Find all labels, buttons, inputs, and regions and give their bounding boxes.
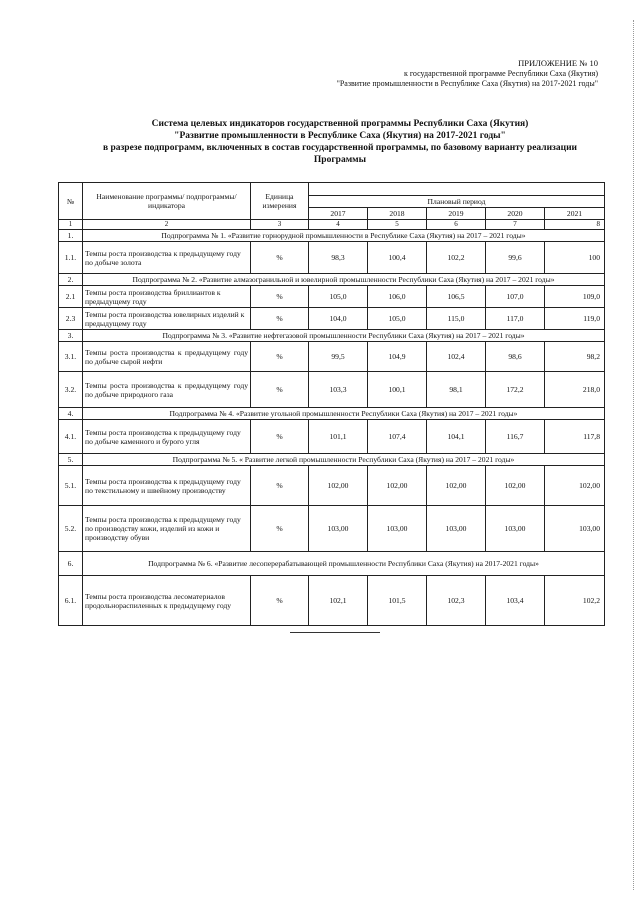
value-2021: 109,0 (545, 286, 605, 308)
indicator-row (59, 466, 605, 506)
indicator-name: Темпы роста производства ювелирных изделий к предыдущему году (83, 308, 251, 330)
value-2018: 106,0 (368, 286, 427, 308)
title-line-1: Система целевых индикаторов государственной программы Республики Саха (Якутия) (151, 119, 529, 129)
indicator-num: 6.1. (59, 576, 83, 626)
value-2019: 98,1 (427, 372, 486, 408)
value-2021: 100 (545, 242, 605, 274)
indicator-unit: % (251, 308, 309, 330)
value-2018: 103,00 (368, 506, 427, 552)
document-title (70, 118, 610, 166)
subprogram-title: Подпрограмма № 6. «Развитие лесоперерабатывающей промышленности Республики Саха (Якутия) на 2017-2021 годы» (83, 552, 605, 576)
indicator-row (59, 420, 605, 454)
indicator-unit: % (251, 420, 309, 454)
closing-line (290, 632, 380, 633)
indicator-num: 3.1. (59, 342, 83, 372)
value-2020: 102,00 (486, 466, 545, 506)
indicator-num: 1.1. (59, 242, 83, 274)
value-2020: 116,7 (486, 420, 545, 454)
indicator-num: 2.3 (59, 308, 83, 330)
indicator-row (59, 286, 605, 308)
value-2017: 99,5 (309, 342, 368, 372)
title-line-3: в разрезе подпрограмм, включенных в состав государственной программы, по базовому варианту реализации (102, 143, 578, 153)
subprogram-num: 2. (59, 274, 83, 286)
value-2018: 105,0 (368, 308, 427, 330)
appendix-header (298, 58, 598, 90)
indicator-num: 2.1 (59, 286, 83, 308)
value-2018: 104,9 (368, 342, 427, 372)
title-line-4: Программы (313, 155, 367, 165)
indicator-unit: % (251, 576, 309, 626)
column-number: 7 (486, 220, 545, 230)
subprogram-row (59, 274, 605, 286)
header-year: 2019 (427, 208, 486, 220)
subprogram-row (59, 330, 605, 342)
subprogram-num: 5. (59, 454, 83, 466)
value-2021: 119,0 (545, 308, 605, 330)
indicator-row (59, 576, 605, 626)
subprogram-title: Подпрограмма № 3. «Развитие нефтегазовой промышленности Республики Саха (Якутия) на 2017 – 2021 годы» (83, 330, 605, 342)
value-2019: 102,3 (427, 576, 486, 626)
value-2020: 99,6 (486, 242, 545, 274)
value-2021: 103,00 (545, 506, 605, 552)
value-2019: 115,0 (427, 308, 486, 330)
indicator-name: Темпы роста производства к предыдущему году по производству кожи, изделий из кожи и производству обуви (83, 506, 251, 552)
indicator-row (59, 242, 605, 274)
subprogram-row (59, 408, 605, 420)
indicator-num: 5.2. (59, 506, 83, 552)
value-2021: 102,00 (545, 466, 605, 506)
value-2019: 106,5 (427, 286, 486, 308)
indicator-num: 5.1. (59, 466, 83, 506)
column-number: 6 (427, 220, 486, 230)
value-2020: 103,4 (486, 576, 545, 626)
title-line-2: "Развитие промышленности в Республике Саха (Якутия) на 2017-2021 годы" (174, 131, 506, 141)
indicator-unit: % (251, 242, 309, 274)
value-2018: 101,5 (368, 576, 427, 626)
header-unit: Единица измерения (251, 183, 309, 220)
subprogram-title: Подпрограмма № 1. «Развитие горнорудной промышленности в Республике Саха (Якутия) на 2017 – 2021 годы» (83, 230, 605, 242)
indicator-num: 4.1. (59, 420, 83, 454)
value-2017: 103,3 (309, 372, 368, 408)
value-2019: 102,00 (427, 466, 486, 506)
value-2018: 100,4 (368, 242, 427, 274)
value-2018: 102,00 (368, 466, 427, 506)
value-2019: 104,1 (427, 420, 486, 454)
indicator-name: Темпы роста производства к предыдущему году по добыче природного газа (83, 372, 251, 408)
column-number: 5 (368, 220, 427, 230)
value-2019: 103,00 (427, 506, 486, 552)
header-year: 2021 (545, 208, 605, 220)
value-2018: 107,4 (368, 420, 427, 454)
indicator-name: Темпы роста производства бриллиантов к предыдущему году (83, 286, 251, 308)
indicator-name: Темпы роста производства лесоматериалов продольнораспиленных к предыдущему году (83, 576, 251, 626)
value-2020: 107,0 (486, 286, 545, 308)
indicator-row (59, 308, 605, 330)
indicator-row (59, 372, 605, 408)
indicator-num: 3.2. (59, 372, 83, 408)
subprogram-num: 6. (59, 552, 83, 576)
value-2018: 100,1 (368, 372, 427, 408)
indicator-row (59, 506, 605, 552)
indicator-name: Темпы роста производства к предыдущему году по текстильному и швейному производству (83, 466, 251, 506)
value-2017: 104,0 (309, 308, 368, 330)
header-blank (309, 183, 605, 196)
indicator-unit: % (251, 466, 309, 506)
value-2020: 98,6 (486, 342, 545, 372)
value-2017: 101,1 (309, 420, 368, 454)
column-number: 3 (251, 220, 309, 230)
subprogram-row (59, 230, 605, 242)
value-2017: 105,0 (309, 286, 368, 308)
header-year: 2018 (368, 208, 427, 220)
value-2021: 117,8 (545, 420, 605, 454)
indicator-unit: % (251, 506, 309, 552)
value-2019: 102,4 (427, 342, 486, 372)
header-name: Наименование программы/ подпрограммы/ индикатора (83, 183, 251, 220)
scan-margin-mark (632, 20, 634, 890)
appendix-program-name: "Развитие промышленности в Республике Саха (Якутия) на 2017-2021 годы" (336, 79, 598, 88)
column-number: 1 (59, 220, 83, 230)
column-number: 8 (545, 220, 605, 230)
subprogram-num: 4. (59, 408, 83, 420)
subprogram-num: 1. (59, 230, 83, 242)
indicator-unit: % (251, 286, 309, 308)
header-num: № (59, 183, 83, 220)
column-number: 4 (309, 220, 368, 230)
value-2020: 117,0 (486, 308, 545, 330)
subprogram-title: Подпрограмма № 4. «Развитие угольной промышленности Республики Саха (Якутия) на 2017 – 2021 годы» (83, 408, 605, 420)
indicator-row (59, 342, 605, 372)
subprogram-row (59, 454, 605, 466)
header-plan-period: Плановый период (309, 196, 605, 208)
indicators-table (58, 182, 605, 626)
appendix-reference: к государственной программе Республики Саха (Якутия) (403, 68, 598, 78)
value-2017: 98,3 (309, 242, 368, 274)
subprogram-title: Подпрограмма № 5. « Развитие легкой промышленности Республики Саха (Якутия) на 2017 – 2021 годы» (83, 454, 605, 466)
subprogram-row (59, 552, 605, 576)
value-2021: 218,0 (545, 372, 605, 408)
value-2020: 103,00 (486, 506, 545, 552)
indicator-name: Темпы роста производства к предыдущему году по добыче сырой нефти (83, 342, 251, 372)
value-2021: 98,2 (545, 342, 605, 372)
value-2017: 102,00 (309, 466, 368, 506)
value-2021: 102,2 (545, 576, 605, 626)
column-number: 2 (83, 220, 251, 230)
appendix-number: ПРИЛОЖЕНИЕ № 10 (518, 58, 598, 68)
header-year: 2017 (309, 208, 368, 220)
header-year: 2020 (486, 208, 545, 220)
indicator-unit: % (251, 342, 309, 372)
subprogram-title: Подпрограмма № 2. «Развитие алмазогранильной и ювелирной промышленности Республики Саха (Якутия) на 2017 – 2021 годы» (83, 274, 605, 286)
value-2017: 103,00 (309, 506, 368, 552)
subprogram-num: 3. (59, 330, 83, 342)
indicator-name: Темпы роста производства к предыдущему году по добыче каменного и бурого угля (83, 420, 251, 454)
value-2017: 102,1 (309, 576, 368, 626)
value-2019: 102,2 (427, 242, 486, 274)
value-2020: 172,2 (486, 372, 545, 408)
indicator-name: Темпы роста производства к предыдущему году по добыче золота (83, 242, 251, 274)
indicator-unit: % (251, 372, 309, 408)
